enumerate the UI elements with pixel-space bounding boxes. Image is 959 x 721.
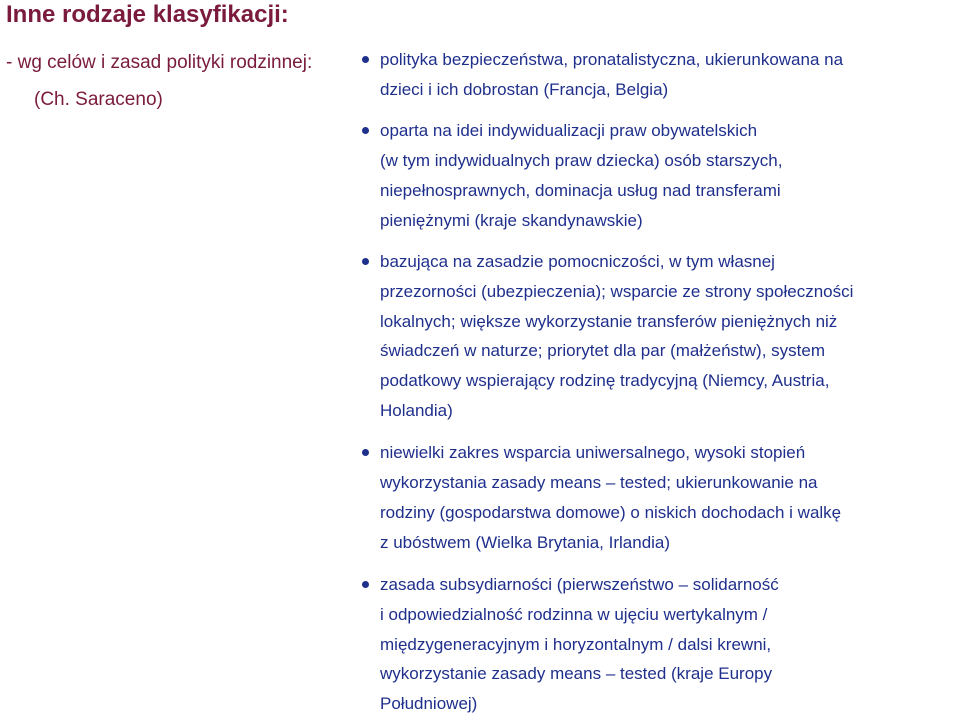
policy-item-line: podatkowy wspierający rodzinę tradycyjną (Niemcy, Austria,	[380, 371, 830, 391]
policy-item-line: lokalnych; większe wykorzystanie transferów pieniężnych niż	[380, 311, 838, 331]
policy-item-line: niewielki zakres wsparcia uniwersalnego, wysoki stopień	[380, 443, 806, 463]
criterion-label: - wg celów i zasad polityki rodzinnej:	[6, 52, 313, 73]
policy-item-means-tested	[358, 438, 958, 557]
policy-item-line: wykorzystanie zasady means – tested (kraje Europy	[380, 664, 773, 684]
policy-item-subsidiarity-insurance	[358, 247, 958, 425]
policy-item-line: zasada subsydiarności (pierwszeństwo – solidarność	[380, 575, 779, 595]
policy-item-line: z ubóstwem (Wielka Brytania, Irlandia)	[380, 532, 671, 552]
policy-item-family-solidarity	[358, 570, 958, 719]
policy-item-line: Południowej)	[380, 694, 478, 714]
policy-item-line: świadczeń w naturze; priorytet dla par (małżeństw), system	[380, 341, 825, 361]
bullet-dot-icon	[362, 449, 369, 456]
policy-item-line: oparta na idei indywidualizacji praw obywatelskich	[380, 121, 758, 141]
page-title: Inne rodzaje klasyfikacji:	[6, 1, 289, 28]
policy-item-line: (w tym indywidualnych praw dziecka) osób starszych,	[380, 151, 783, 171]
bullet-dot-icon	[362, 127, 369, 134]
policy-item-line: międzygeneracyjnym i horyzontalnym / dalsi krewni,	[380, 634, 772, 654]
policy-item-line: polityka bezpieczeństwa, pronatalistyczna, ukierunkowana na	[380, 50, 844, 69]
policy-item-line: wykorzystania zasady means – tested; ukierunkowanie na	[380, 473, 818, 493]
policy-item-line: niepełnosprawnych, dominacja usług nad transferami	[380, 180, 781, 200]
criterion-author: (Ch. Saraceno)	[34, 89, 163, 110]
policy-item-security	[358, 45, 958, 104]
policy-item-line: dzieci i ich dobrostan (Francja, Belgia)	[380, 79, 669, 99]
policy-item-individualization	[358, 116, 958, 235]
policy-item-line: i odpowiedzialność rodzinna w ujęciu wertykalnym /	[380, 604, 768, 624]
policy-item-line: pieniężnymi (kraje skandynawskie)	[380, 210, 643, 230]
bullet-dot-icon	[362, 581, 369, 588]
policy-item-line: rodziny (gospodarstwa domowe) o niskich dochodach i walkę	[380, 502, 842, 522]
policy-item-line: bazująca na zasadzie pomocniczości, w tym własnej	[380, 252, 775, 272]
bullet-dot-icon	[362, 56, 369, 63]
policy-type-list	[358, 45, 958, 719]
policy-item-line: Holandia)	[380, 400, 453, 420]
bullet-dot-icon	[362, 258, 369, 265]
classification-criterion	[6, 44, 346, 118]
policy-item-line: przezorności (ubezpieczenia); wsparcie ze strony społeczności	[380, 281, 854, 301]
